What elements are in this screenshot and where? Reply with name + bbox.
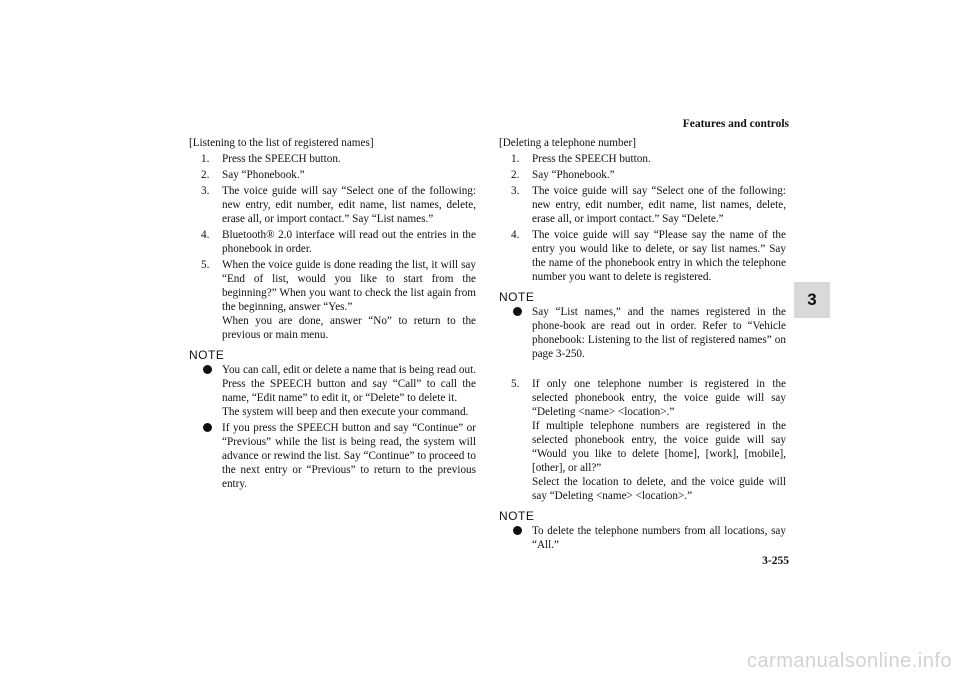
note-block: [499, 290, 786, 361]
page-number: 3-255: [762, 555, 789, 567]
note-bullet: If you press the SPEECH button and say “Continue” or “Previous” while the list is being read, the system will advance or rewind the list. Say “Continue” to proceed to the next entry or “Previous” to return to the previous entry.: [201, 421, 476, 491]
bullet-icon: [513, 526, 522, 535]
step-item: 4. Bluetooth® 2.0 interface will read out the entries in the phonebook in order.: [201, 229, 476, 255]
step-item: 3. The voice guide will say “Select one of the following: new entry, edit number, edit name, list names, delete, erase all, or import contact.” Say “Delete.”: [511, 185, 786, 225]
step-item: 5. When the voice guide is done reading the list, it will say “End of list, would you like to start from the beginning?” When you want to check the list again from the beginning, answer “Yes.” When you are done, answer “No” to return to the previous or main menu.: [201, 259, 476, 341]
right-column: [499, 136, 786, 554]
note-label: NOTE: [499, 290, 535, 304]
step-item: 3. The voice guide will say “Select one of the following: new entry, edit number, edit name, list names, delete, erase all, or import contact.” Say “List names.”: [201, 185, 476, 225]
note-block: [189, 348, 476, 491]
note-bullet: To delete the telephone numbers from all locations, say “All.”: [511, 524, 786, 552]
section-header: Features and controls: [682, 118, 789, 130]
watermark: carmanualsonline.info: [746, 650, 952, 672]
left-column: [189, 136, 476, 493]
note-bullet: You can call, edit or delete a name that is being read out. Press the SPEECH button and say “Call” to call the name, “Edit name” to edit it, or “Delete” to delete it. The system will beep and then execute your command.: [201, 363, 476, 419]
bullet-icon: [203, 423, 212, 432]
note-block: [499, 509, 786, 552]
step-item: 1. Press the SPEECH button.: [511, 153, 651, 165]
bullet-icon: [203, 365, 212, 374]
note-bullet: Say “List names,” and the names registered in the phone-book are read out in order. Refer to “Vehicle phonebook: Listening to the list of registered names” on page 3-250.: [511, 305, 786, 361]
note-label: NOTE: [499, 509, 535, 523]
subsection-heading: [Listening to the list of registered names]: [189, 137, 374, 149]
step-item: 2. Say “Phonebook.”: [201, 169, 305, 181]
step-item: 5. If only one telephone number is registered in the selected phonebook entry, the voice guide will say “Deleting <name> <location>.” If multiple telephone numbers are registered in the selected phonebook entry, the voice guide will say “Would you like to delete [home], [work], [mobile], [other], or all?” Select the location to delete, and the voice guide will say “Deleting <name> <location>.”: [511, 378, 786, 502]
step-item: 2. Say “Phonebook.”: [511, 169, 615, 181]
bullet-icon: [513, 307, 522, 316]
note-label: NOTE: [189, 348, 225, 362]
subsection-heading: [Deleting a telephone number]: [499, 137, 636, 149]
step-item: 4. The voice guide will say “Please say the name of the entry you would like to delete, or say list names.” Say the name of the phonebook entry in which the telephone number you want to delete is registered.: [511, 229, 786, 283]
step-item: 1. Press the SPEECH button.: [201, 153, 341, 165]
chapter-tab: 3: [794, 282, 830, 318]
